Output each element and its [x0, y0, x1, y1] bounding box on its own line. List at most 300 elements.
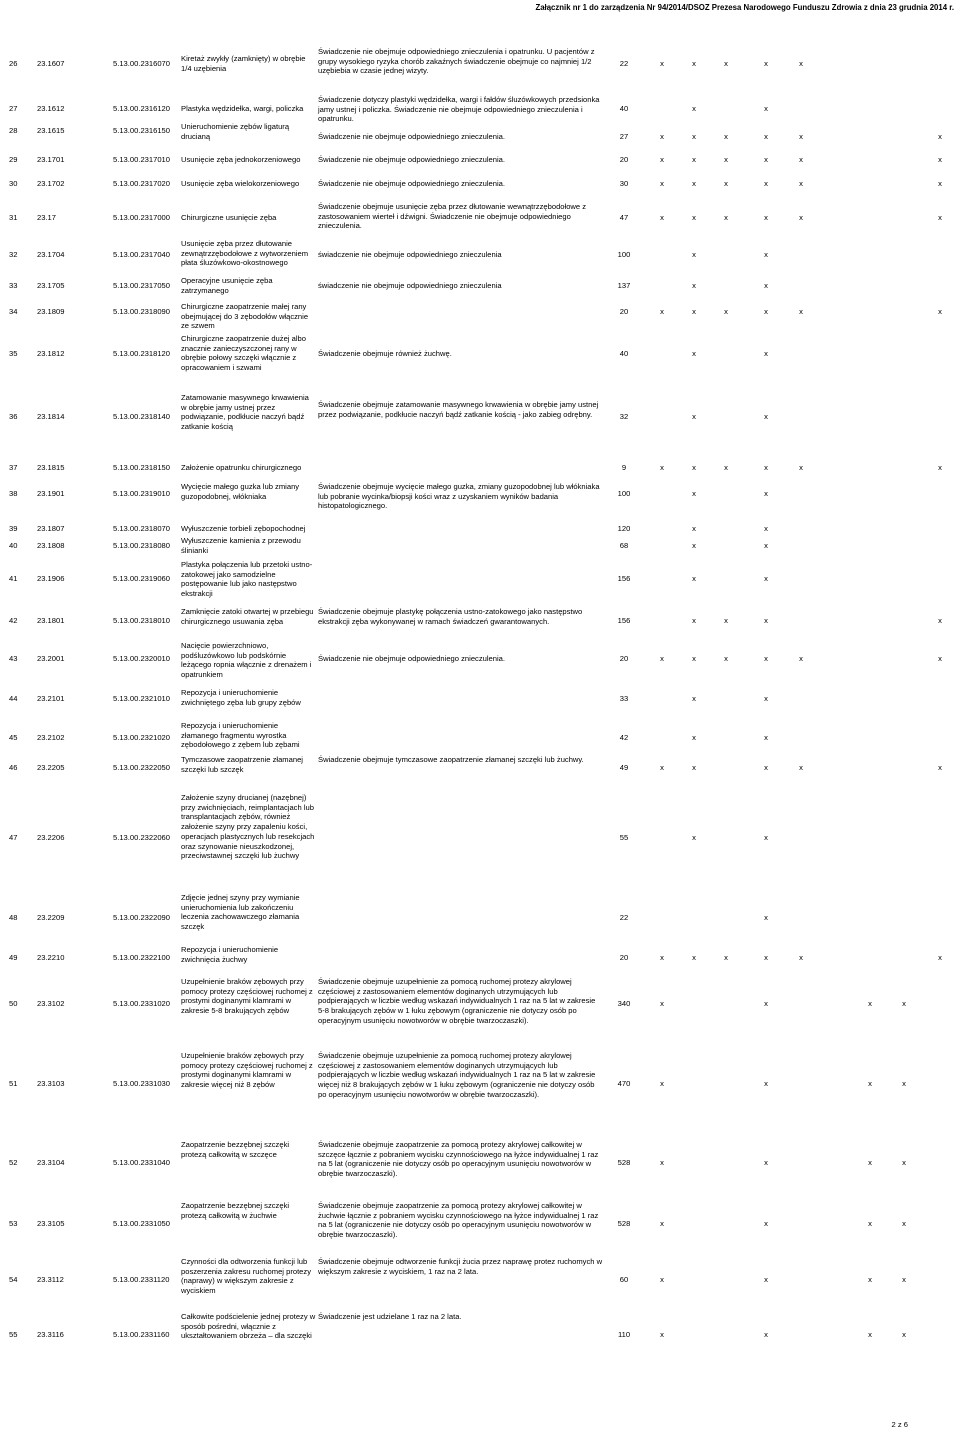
icd9-code: 23.2205: [37, 763, 65, 772]
applicability-mark: x: [692, 281, 696, 290]
row-number: 30: [9, 179, 18, 188]
row-number: 35: [9, 349, 18, 358]
page-number: 2 z 6: [891, 1420, 908, 1429]
applicability-mark: x: [660, 213, 664, 222]
table-row: [0, 202, 960, 239]
points-value: 137: [617, 281, 631, 290]
procedure-code: 5.13.00.2331030: [113, 1079, 171, 1088]
procedure-name: Założenie szyny drucianej (nazębnej) przy zwichnięciach, reimplantacjach lub transplantacjach zębów, również założenie szyny przy zapaleniu kości, operacjach plastycznych lub resekcjach oraz szynowanie nieuszkodzonej, przeciwstawnej szczęki lub żuchwy: [181, 793, 315, 861]
procedure-code: 5.13.00.2321010: [113, 694, 171, 703]
procedure-description: Świadczenie obejmuje usunięcie zęba przez dłutowanie wewnątrzzębodołowe z zastosowaniem wierteł i dźwigni. Świadczenie nie obejmuje odpowiedniego znieczulenia.: [318, 202, 587, 231]
applicability-mark: x: [938, 307, 942, 316]
table-row: [0, 38, 960, 95]
applicability-mark: x: [692, 412, 696, 421]
icd9-code: 23.1704: [37, 250, 65, 259]
icd9-code: 23.1801: [37, 616, 65, 625]
applicability-mark: x: [938, 179, 942, 188]
row-number: 36: [9, 412, 18, 421]
procedure-table: [0, 38, 960, 1367]
icd9-code: 23.3103: [37, 1079, 65, 1088]
procedure-code: 5.13.00.2331160: [113, 1330, 170, 1339]
applicability-mark: x: [938, 155, 942, 164]
row-number: 39: [9, 524, 18, 533]
applicability-mark: x: [764, 733, 768, 742]
applicability-mark: x: [764, 104, 768, 113]
applicability-mark: x: [692, 179, 696, 188]
applicability-mark: x: [764, 463, 768, 472]
procedure-code: 5.13.00.2318010: [113, 616, 171, 625]
procedure-description: świadczenie nie obejmuje odpowiedniego znieczulenia: [318, 250, 502, 259]
applicability-mark: x: [764, 913, 768, 922]
applicability-mark: x: [660, 1219, 664, 1228]
procedure-name: Tymczasowe zaopatrzenie złamanej szczęki lub szczęk: [181, 755, 303, 774]
applicability-mark: x: [764, 953, 768, 962]
table-row: [0, 95, 960, 122]
applicability-mark: x: [799, 654, 803, 663]
applicability-mark: x: [799, 59, 803, 68]
procedure-description: Świadczenie nie obejmuje odpowiedniego znieczulenia.: [318, 132, 506, 141]
procedure-description: Świadczenie obejmuje zaopatrzenie za pomocą protezy akrylowej całkowitej w żuchwie łącznie z pobraniem wycisku czynnościowego na łyżce indywidualnej 1 raz na 5 lat (ograniczenie nie dotyczy osób po operacyjnym usunięciu nowotworów w obrębie twarzoczaszki).: [318, 1201, 599, 1240]
row-number: 47: [9, 833, 18, 842]
applicability-mark: x: [724, 307, 728, 316]
applicability-mark: x: [902, 999, 906, 1008]
applicability-mark: x: [660, 999, 664, 1008]
icd9-code: 23.2101: [37, 694, 65, 703]
icd9-code: 23.1815: [37, 463, 65, 472]
procedure-name: Uzupełnienie braków zębowych przy pomocy protezy częściowej ruchomej z prostymi doginanymi klamrami w zakresie więcej niż 8 zębów: [181, 1051, 313, 1090]
applicability-mark: x: [692, 524, 696, 533]
row-number: 33: [9, 281, 18, 290]
applicability-mark: x: [764, 1079, 768, 1088]
icd9-code: 23.3112: [37, 1275, 64, 1284]
row-number: 54: [9, 1275, 18, 1284]
applicability-mark: x: [692, 104, 696, 113]
procedure-name: Chirurgiczne zaopatrzenie dużej albo znacznie zanieczyszczonej rany w obrębie połowy szczęki włącznie z opracowaniem i szwami: [181, 334, 306, 373]
procedure-description: Świadczenie jest udzielane 1 raz na 2 lata.: [318, 1312, 462, 1321]
applicability-mark: x: [660, 1275, 664, 1284]
procedure-description: Świadczenie nie obejmuje odpowiedniego znieczulenia.: [318, 155, 506, 164]
procedure-code: 5.13.00.2331050: [113, 1219, 171, 1228]
procedure-name: Usunięcie zęba jednokorzeniowego: [181, 155, 301, 164]
row-number: 38: [9, 489, 18, 498]
applicability-mark: x: [764, 763, 768, 772]
row-number: 40: [9, 541, 18, 550]
applicability-mark: x: [660, 763, 664, 772]
applicability-mark: x: [692, 489, 696, 498]
procedure-description: świadczenie nie obejmuje odpowiedniego znieczulenia: [318, 281, 502, 290]
table-row: [0, 122, 960, 150]
table-row: [0, 688, 960, 721]
applicability-mark: x: [764, 541, 768, 550]
procedure-description: Świadczenie nie obejmuje odpowiedniego znieczulenia i opatrunku. U pacjentów z grupy wysokiego ryzyka chorób zakaźnych świadczenie obejmuje co najmniej 1/2 uzębiebia w czasie jednej wizyty.: [318, 47, 595, 76]
row-number: 49: [9, 953, 18, 962]
table-row: [0, 1257, 960, 1312]
icd9-code: 23.1612: [37, 104, 65, 113]
points-value: 20: [619, 953, 629, 962]
table-row: [0, 334, 960, 390]
applicability-mark: x: [764, 59, 768, 68]
applicability-mark: x: [799, 155, 803, 164]
applicability-mark: x: [764, 489, 768, 498]
applicability-mark: x: [764, 574, 768, 583]
points-value: 33: [619, 694, 629, 703]
applicability-mark: x: [724, 463, 728, 472]
table-row: [0, 1051, 960, 1140]
applicability-mark: x: [692, 733, 696, 742]
applicability-mark: x: [660, 179, 664, 188]
procedure-name: Całkowite podścielenie jednej protezy w sposób pośredni, włącznie z ukształtowaniem obrzeża – dla szczęki: [181, 1312, 316, 1341]
applicability-mark: x: [938, 616, 942, 625]
row-number: 53: [9, 1219, 18, 1228]
applicability-mark: x: [692, 59, 696, 68]
applicability-mark: x: [692, 463, 696, 472]
points-value: 528: [617, 1219, 631, 1228]
points-value: 22: [619, 913, 629, 922]
applicability-mark: x: [764, 999, 768, 1008]
table-row: [0, 150, 960, 174]
row-number: 46: [9, 763, 18, 772]
row-number: 43: [9, 654, 18, 663]
icd9-code: 23.1607: [37, 59, 65, 68]
procedure-description: Świadczenie dotyczy plastyki wędzidełka, wargi i fałdów śluzówkowych przedsionka jamy ustnej i policzka. Świadczenie nie obejmuje odpowiedniego znieczulenia i opatrunku.: [318, 95, 600, 124]
document-header: Załącznik nr 1 do zarządzenia Nr 94/2014/DSOZ Prezesa Narodowego Funduszu Zdrowia z dnia 23 grudnia 2014 r.: [535, 3, 954, 12]
applicability-mark: x: [660, 953, 664, 962]
procedure-name: Nacięcie powierzchniowo, podśluzówkowo lub podskórnie leżącego ropnia włącznie z drenażem i opatrunkiem: [181, 641, 312, 680]
icd9-code: 23.17: [37, 213, 57, 222]
applicability-mark: x: [764, 654, 768, 663]
procedure-name: Plastyka połączenia lub przetoki ustno-zatokowej jako samodzielne postępowanie lub jako następstwo ekstrakcji: [181, 560, 313, 599]
applicability-mark: x: [764, 833, 768, 842]
applicability-mark: x: [764, 616, 768, 625]
applicability-mark: x: [799, 132, 803, 141]
applicability-mark: x: [868, 1079, 872, 1088]
applicability-mark: x: [724, 132, 728, 141]
procedure-code: 5.13.00.2322060: [113, 833, 171, 842]
applicability-mark: x: [692, 349, 696, 358]
row-number: 26: [9, 59, 18, 68]
applicability-mark: x: [660, 1158, 664, 1167]
applicability-mark: x: [724, 616, 728, 625]
points-value: 470: [617, 1079, 631, 1088]
table-row: [0, 536, 960, 560]
procedure-name: Chirurgiczne zaopatrzenie małej rany obejmującej do 3 zębodołów włącznie ze szwem: [181, 302, 309, 331]
applicability-mark: x: [660, 1330, 664, 1339]
table-row: [0, 755, 960, 793]
row-number: 31: [9, 213, 18, 222]
applicability-mark: x: [724, 155, 728, 164]
applicability-mark: x: [692, 213, 696, 222]
applicability-mark: x: [724, 654, 728, 663]
applicability-mark: x: [692, 953, 696, 962]
icd9-code: 23.2209: [37, 913, 65, 922]
icd9-code: 23.1701: [37, 155, 65, 164]
points-value: 22: [619, 59, 629, 68]
applicability-mark: x: [660, 59, 664, 68]
applicability-mark: x: [764, 412, 768, 421]
applicability-mark: x: [764, 1158, 768, 1167]
points-value: 110: [617, 1330, 631, 1339]
row-number: 44: [9, 694, 18, 703]
procedure-description: Świadczenie obejmuje uzupełnienie za pomocą ruchomej protezy akrylowej częściowej z zastosowaniem elementów doginanych utrzymujących lub podpierających w liczbie według wskazań indywidualnych 1 raz na 5 lat w zakresie więcej niż 8 brakujących zębów w 1 łuku zębowym (ograniczenie nie dotyczy osób po operacyjnym usunięciu nowotworów w obrębie twarzoczaszki).: [318, 1051, 596, 1099]
icd9-code: 23.2206: [37, 833, 65, 842]
applicability-mark: x: [938, 463, 942, 472]
row-number: 32: [9, 250, 18, 259]
applicability-mark: x: [868, 999, 872, 1008]
icd9-code: 23.1807: [37, 524, 65, 533]
applicability-mark: x: [660, 463, 664, 472]
points-value: 20: [619, 307, 629, 316]
applicability-mark: x: [692, 541, 696, 550]
procedure-description: Świadczenie obejmuje zaopatrzenie za pomocą protezy akrylowej całkowitej w szczęce łącznie z pobraniem wycisku czynnościowego na łyżce indywidualnej 1 raz na 5 lat (ograniczenie nie dotyczy osób po operacyjnym usunięciu nowotworów w obrębie twarzoczaszki).: [318, 1140, 599, 1179]
applicability-mark: x: [692, 616, 696, 625]
applicability-mark: x: [764, 1219, 768, 1228]
points-value: 40: [619, 349, 629, 358]
points-value: 120: [617, 524, 631, 533]
procedure-name: Usunięcie zęba przez dłutowanie zewnątrzzębodołowe z wytworzeniem płata śluzówkowo-okostnowego: [181, 239, 309, 268]
applicability-mark: x: [902, 1275, 906, 1284]
icd9-code: 23.1814: [37, 412, 65, 421]
icd9-code: 23.2210: [37, 953, 65, 962]
icd9-code: 23.1812: [37, 349, 65, 358]
procedure-code: 5.13.00.2321020: [113, 733, 171, 742]
procedure-name: Wyłuszczenie torbieli zębopochodnej: [181, 524, 306, 533]
procedure-description: Świadczenie obejmuje również żuchwę.: [318, 349, 452, 358]
applicability-mark: x: [660, 132, 664, 141]
points-value: 156: [617, 616, 631, 625]
table-row: [0, 607, 960, 641]
applicability-mark: x: [764, 281, 768, 290]
procedure-name: Wycięcie małego guzka lub zmiany guzopodobnej, włókniaka: [181, 482, 300, 501]
icd9-code: 23.1705: [37, 281, 65, 290]
table-row: [0, 1312, 960, 1367]
procedure-name: Plastyka wędzidełka, wargi, policzka: [181, 104, 304, 113]
procedure-code: 5.13.00.2322090: [113, 913, 171, 922]
icd9-code: 23.1906: [37, 574, 65, 583]
applicability-mark: x: [692, 694, 696, 703]
points-value: 100: [617, 489, 631, 498]
table-row: [0, 641, 960, 688]
procedure-code: 5.13.00.2317020: [113, 179, 171, 188]
row-number: 48: [9, 913, 18, 922]
applicability-mark: x: [868, 1275, 872, 1284]
points-value: 27: [619, 132, 629, 141]
row-number: 29: [9, 155, 18, 164]
procedure-name: Zdjęcie jednej szyny przy wymianie unieruchomienia lub zakończeniu leczenia zachowawczego złamania szczęk: [181, 893, 300, 932]
procedure-code: 5.13.00.2322050: [113, 763, 171, 772]
points-value: 60: [619, 1275, 629, 1284]
icd9-code: 23.1901: [37, 489, 65, 498]
procedure-code: 5.13.00.2331040: [113, 1158, 171, 1167]
procedure-name: Kiretaż zwykły (zamknięty) w obrębie 1/4 uzębienia: [181, 54, 306, 73]
procedure-name: Zaopatrzenie bezzębnej szczęki protezą całkowitą w żuchwie: [181, 1201, 290, 1220]
procedure-name: Repozycja i unieruchomienie zwichniętego zęba lub grupy zębów: [181, 688, 301, 707]
applicability-mark: x: [764, 349, 768, 358]
table-row: [0, 390, 960, 458]
applicability-mark: x: [799, 463, 803, 472]
icd9-code: 23.3105: [37, 1219, 65, 1228]
applicability-mark: x: [938, 213, 942, 222]
procedure-name: Uzupełnienie braków zębowych przy pomocy protezy częściowej ruchomej z prostymi doginanymi klamrami w zakresie 5-8 brakujących zębów: [181, 977, 313, 1016]
points-value: 340: [617, 999, 631, 1008]
procedure-code: 5.13.00.2318150: [113, 463, 171, 472]
applicability-mark: x: [902, 1330, 906, 1339]
procedure-code: 5.13.00.2318070: [113, 524, 171, 533]
row-number: 28: [9, 126, 18, 135]
points-value: 156: [617, 574, 631, 583]
applicability-mark: x: [799, 179, 803, 188]
applicability-mark: x: [938, 132, 942, 141]
procedure-code: 5.13.00.2318140: [113, 412, 171, 421]
table-row: [0, 893, 960, 945]
procedure-code: 5.13.00.2317000: [113, 213, 171, 222]
applicability-mark: x: [902, 1158, 906, 1167]
procedure-name: Usunięcie zęba wielokorzeniowego: [181, 179, 300, 188]
row-number: 45: [9, 733, 18, 742]
procedure-description: Świadczenie obejmuje tymczasowe zaopatrzenie złamanej szczęki lub żuchwy.: [318, 755, 584, 764]
applicability-mark: x: [764, 155, 768, 164]
procedure-name: Repozycja i unieruchomienie złamanego fragmentu wyrostka zębodołowego z zębem lub zębami: [181, 721, 300, 750]
applicability-mark: x: [660, 1079, 664, 1088]
points-value: 47: [619, 213, 629, 222]
applicability-mark: x: [938, 953, 942, 962]
icd9-code: 23.1808: [37, 541, 65, 550]
procedure-description: Świadczenie obejmuje wycięcie małego guzka, zmiany guzopodobnej lub włókniaka lub pobranie wycinka/biopsji kości wraz z uzyskaniem wyników badania histopatologicznego.: [318, 482, 600, 511]
icd9-code: 23.3104: [37, 1158, 65, 1167]
procedure-name: Zaopatrzenie bezzębnej szczęki protezą całkowitą w szczęce: [181, 1140, 290, 1159]
procedure-code: 5.13.00.2319060: [113, 574, 171, 583]
table-row: [0, 302, 960, 334]
applicability-mark: x: [660, 654, 664, 663]
applicability-mark: x: [764, 179, 768, 188]
applicability-mark: x: [764, 307, 768, 316]
procedure-description: Świadczenie nie obejmuje odpowiedniego znieczulenia.: [318, 654, 506, 663]
procedure-description: Świadczenie obejmuje plastykę połączenia ustno-zatokowego jako następstwo ekstrakcji zęba wykonywanej w ramach świadczeń gwarantowanych.: [318, 607, 583, 626]
table-row: [0, 1140, 960, 1201]
applicability-mark: x: [764, 213, 768, 222]
points-value: 40: [619, 104, 629, 113]
applicability-mark: x: [692, 155, 696, 164]
applicability-mark: x: [799, 213, 803, 222]
procedure-code: 5.13.00.2322100: [113, 953, 171, 962]
applicability-mark: x: [868, 1219, 872, 1228]
procedure-code: 5.13.00.2317040: [113, 250, 171, 259]
applicability-mark: x: [692, 833, 696, 842]
table-row: [0, 721, 960, 755]
table-row: [0, 239, 960, 276]
icd9-code: 23.1702: [37, 179, 65, 188]
points-value: 32: [619, 412, 629, 421]
procedure-name: Chirurgiczne usunięcie zęba: [181, 213, 277, 222]
applicability-mark: x: [764, 132, 768, 141]
procedure-code: 5.13.00.2318090: [113, 307, 171, 316]
points-value: 68: [619, 541, 629, 550]
points-value: 42: [619, 733, 629, 742]
icd9-code: 23.1809: [37, 307, 65, 316]
applicability-mark: x: [938, 654, 942, 663]
applicability-mark: x: [902, 1079, 906, 1088]
procedure-name: Zamknięcie zatoki otwartej w przebiegu chirurgicznego usuwania zęba: [181, 607, 314, 626]
icd9-code: 23.2102: [37, 733, 65, 742]
procedure-code: 5.13.00.2316150: [113, 126, 171, 135]
applicability-mark: x: [692, 250, 696, 259]
row-number: 50: [9, 999, 18, 1008]
procedure-name: Zatamowanie masywnego krwawienia w obrębie jamy ustnej przez podwiązanie, podkłucie naczyń bądź zatkanie kością: [181, 393, 309, 432]
points-value: 100: [617, 250, 631, 259]
row-number: 51: [9, 1079, 18, 1088]
applicability-mark: x: [724, 179, 728, 188]
procedure-code: 5.13.00.2331120: [113, 1275, 170, 1284]
row-number: 52: [9, 1158, 18, 1167]
applicability-mark: x: [868, 1330, 872, 1339]
row-number: 41: [9, 574, 18, 583]
applicability-mark: x: [938, 763, 942, 772]
procedure-code: 5.13.00.2319010: [113, 489, 171, 498]
points-value: 30: [619, 179, 629, 188]
table-row: [0, 793, 960, 893]
applicability-mark: x: [764, 524, 768, 533]
procedure-code: 5.13.00.2317050: [113, 281, 171, 290]
applicability-mark: x: [799, 763, 803, 772]
applicability-mark: x: [764, 250, 768, 259]
procedure-code: 5.13.00.2316070: [113, 59, 171, 68]
procedure-description: Świadczenie obejmuje zatamowanie masywnego krwawienia w obrębie jamy ustnej przez podwiązanie, podkłucie naczyń bądź zatkanie kością - jako zabieg odrębny.: [318, 400, 599, 419]
applicability-mark: x: [660, 155, 664, 164]
procedure-code: 5.13.00.2318120: [113, 349, 171, 358]
table-row: [0, 1201, 960, 1257]
table-row: [0, 520, 960, 536]
procedure-name: Wyłuszczenie kamienia z przewodu ślinianki: [181, 536, 301, 555]
points-value: 9: [621, 463, 627, 472]
table-row: [0, 174, 960, 202]
table-row: [0, 458, 960, 482]
applicability-mark: x: [692, 654, 696, 663]
applicability-mark: x: [724, 953, 728, 962]
points-value: 528: [617, 1158, 631, 1167]
procedure-code: 5.13.00.2317010: [113, 155, 171, 164]
procedure-code: 5.13.00.2318080: [113, 541, 171, 550]
applicability-mark: x: [868, 1158, 872, 1167]
table-row: [0, 977, 960, 1051]
procedure-description: Świadczenie nie obejmuje odpowiedniego znieczulenia.: [318, 179, 506, 188]
procedure-description: Świadczenie obejmuje odtworzenie funkcji żucia przez naprawę protez ruchomych w większym zakresie z wyciskiem, 1 raz na 2 lata.: [318, 1257, 603, 1276]
table-row: [0, 945, 960, 977]
row-number: 27: [9, 104, 18, 113]
points-value: 55: [619, 833, 629, 842]
icd9-code: 23.3102: [37, 999, 65, 1008]
applicability-mark: x: [764, 1330, 768, 1339]
procedure-code: 5.13.00.2320010: [113, 654, 171, 663]
applicability-mark: x: [724, 213, 728, 222]
procedure-code: 5.13.00.2316120: [113, 104, 171, 113]
applicability-mark: x: [799, 953, 803, 962]
points-value: 20: [619, 654, 629, 663]
applicability-mark: x: [692, 307, 696, 316]
icd9-code: 23.3116: [37, 1330, 64, 1339]
applicability-mark: x: [692, 574, 696, 583]
applicability-mark: x: [724, 59, 728, 68]
procedure-name: Założenie opatrunku chirurgicznego: [181, 463, 302, 472]
procedure-code: 5.13.00.2331020: [113, 999, 171, 1008]
procedure-description: Świadczenie obejmuje uzupełnienie za pomocą ruchomej protezy akrylowej częściowej z zastosowaniem elementów doginanych utrzymujących lub podpierających w liczbie według wskazań indywidualnych 1 raz na 5 lat w zakresie 5-8 brakujących zębów w 1 łuku zębowym (ograniczenie nie dotyczy osób po operacyjnym usunięciu nowotworów w obrębie twarzoczaszki).: [318, 977, 596, 1025]
row-number: 37: [9, 463, 18, 472]
applicability-mark: x: [764, 694, 768, 703]
points-value: 20: [619, 155, 629, 164]
applicability-mark: x: [799, 307, 803, 316]
procedure-name: Czynności dla odtworzenia funkcji lub poszerzenia zakresu ruchomej protezy (naprawy) w większym zakresie z wyciskiem: [181, 1257, 311, 1296]
table-row: [0, 560, 960, 607]
applicability-mark: x: [660, 307, 664, 316]
applicability-mark: x: [692, 763, 696, 772]
